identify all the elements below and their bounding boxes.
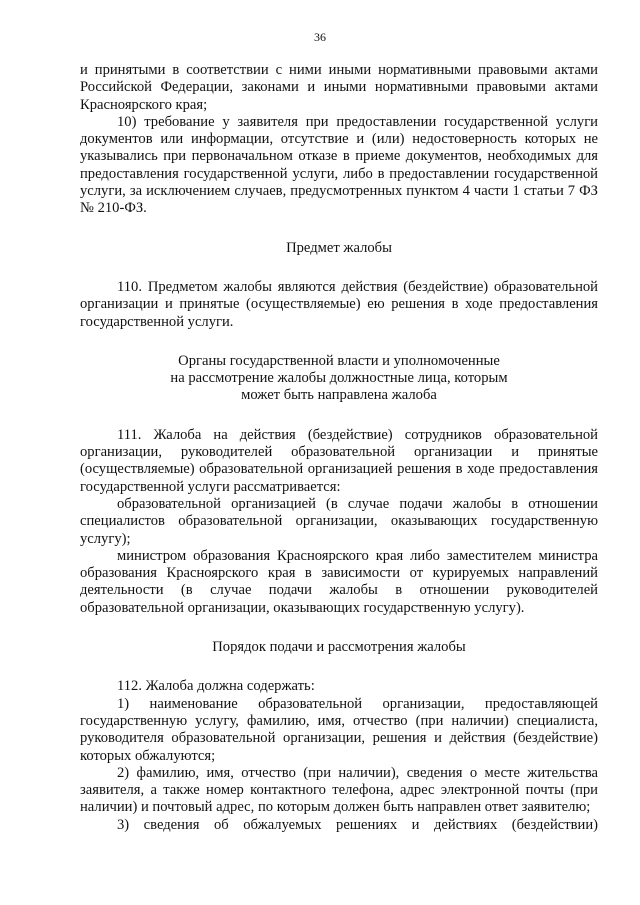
heading-line: Органы государственной власти и уполномоченные	[178, 352, 500, 369]
section-heading-authorities	[80, 353, 598, 405]
paragraph-minister: министром образования Красноярского края либо заместителем министра образования Красноярского края в зависимости от курируемых направлений деятельности (в случае подачи жалобы в отношении руководителей образовательной организации, оказывающих государственную услугу).	[80, 547, 598, 616]
paragraph-item-10: 10) требование у заявителя при предоставлении государственной услуги документов или информации, отсутствие и (или) недостоверность которых не указывались при первоначальном отказе в приеме документов, необходимых для предоставления государственной услуги, либо в предоставлении государственной услуги, за исключением случаев, предусмотренных пунктом 4 части 1 статьи 7 ФЗ № 210-ФЗ.	[80, 113, 598, 217]
heading-line: может быть направлена жалоба	[241, 387, 437, 404]
paragraph-item-2: 2) фамилию, имя, отчество (при наличии), сведения о месте жительства заявителя, а также номер контактного телефона, адрес электронной почты (при наличии) и почтовый адрес, по которым должен быть направлен ответ заявителю;	[80, 764, 598, 816]
paragraph-112: 112. Жалоба должна содержать:	[117, 678, 315, 695]
paragraph-111: 111. Жалоба на действия (бездействие) сотрудников образовательной организации, руководителей образовательной организации и принятые (осуществляемые) образовательной организацией решения в ходе предоставления государственной услуги рассматривается:	[80, 426, 598, 495]
paragraph-item-3: 3) сведения об обжалуемых решениях и действиях (бездействии)	[117, 816, 598, 833]
section-heading-procedure: Порядок подачи и рассмотрения жалобы	[212, 639, 466, 656]
paragraph-110: 110. Предметом жалобы являются действия (бездействие) образовательной организации и принятые (осуществляемые) ею решения в ходе предоставления государственной услуги.	[80, 278, 598, 330]
paragraph-organization: образовательной организацией (в случае подачи жалобы в отношении специалистов образовательной организации, оказывающих государственную услугу);	[80, 495, 598, 547]
paragraph-item-1: 1) наименование образовательной организации, предоставляющей государственную услугу, фамилию, имя, отчество (при наличии) специалиста, руководителя образовательной организации, решения и действия (бездействие) которых обжалуются;	[80, 695, 598, 764]
section-heading-subject: Предмет жалобы	[286, 239, 392, 256]
heading-line: на рассмотрение жалобы должностные лица, которым	[170, 370, 508, 387]
page-number: 36	[314, 30, 326, 44]
paragraph-continuation: и принятыми в соответствии с ними иными нормативными правовыми актами Российской Федерации, законами и иными нормативными правовыми актами Красноярского края;	[80, 62, 598, 113]
page-content	[80, 62, 598, 834]
